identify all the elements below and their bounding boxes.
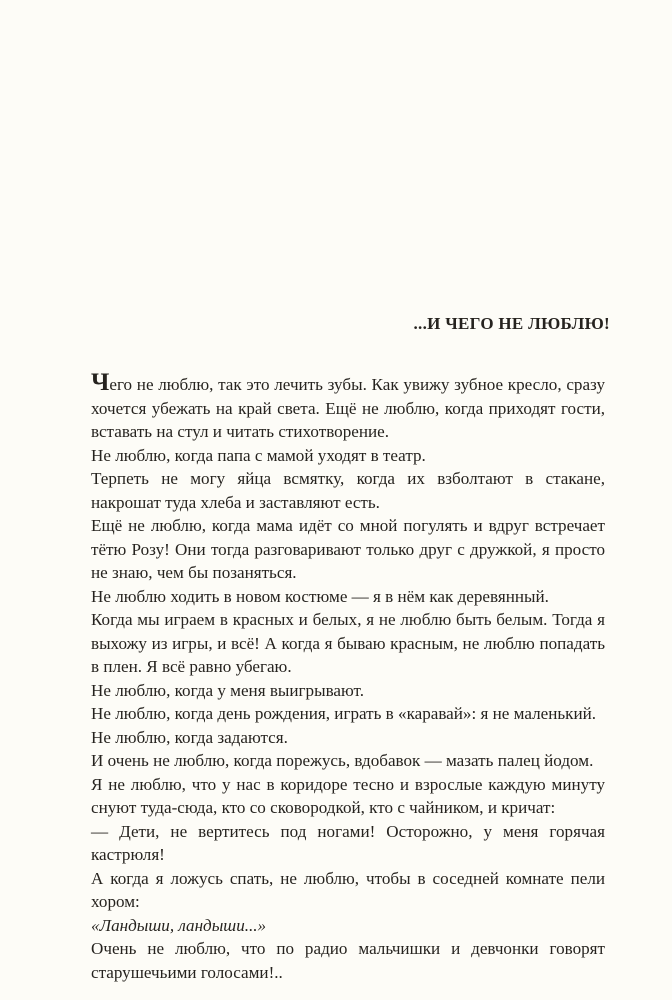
paragraph: Не люблю, когда задаются. (91, 727, 288, 747)
drop-cap: Ч (91, 369, 110, 396)
paragraph: Ещё не люблю, когда мама идёт со мной погулять и вдруг встречает тётю Розу! Они тогда разговаривают только друг с дружкой, я просто не знаю, чем бы позаняться. (91, 516, 605, 582)
paragraph: Не люблю ходить в новом костюме — я в нём как деревянный. (91, 586, 549, 606)
paragraph-text: его не люблю, так это лечить зубы. Как увижу зубное кресло, сразу хочется убежать на край света. Ещё не люблю, когда приходят гости, вставать на стул и читать стихотворение. (91, 375, 605, 441)
song-quote: «Ландыши, ландыши...» (91, 915, 267, 935)
chapter-text (91, 369, 605, 984)
paragraph: Не люблю, когда день рождения, играть в «каравай»: я не маленький. (91, 704, 597, 723)
paragraph: Когда мы играем в красных и белых, я не люблю быть белым. Тогда я выхожу из игры, и всё! А когда я бываю красным, не люблю попадать в плен. Я всё равно убегаю. (91, 610, 605, 676)
paragraph (91, 369, 605, 444)
chapter-title: ...И ЧЕГО НЕ ЛЮБЛЮ! (413, 314, 610, 333)
paragraph: Я не люблю, что у нас в коридоре тесно и взрослые каждую минуту снуют туда-сюда, кто со сковородкой, кто с чайником, и кричат: (91, 774, 605, 817)
paragraph: А когда я ложусь спать, не люблю, чтобы в соседней комнате пели хором: (91, 868, 605, 911)
paragraph: — Дети, не вертитесь под ногами! Осторожно, у меня горячая кастрюля! (91, 821, 605, 864)
paragraph: Терпеть не могу яйца всмятку, когда их взболтают в стакане, накрошат туда хлеба и заставляют есть. (91, 469, 605, 512)
paragraph: Не люблю, когда папа с мамой уходят в театр. (91, 445, 426, 465)
paragraph: И очень не люблю, когда порежусь, вдобавок — мазать палец йодом. (91, 751, 594, 770)
paragraph: Очень не люблю, что по радио мальчишки и девчонки говорят старушечьими голосами!.. (91, 939, 605, 982)
paragraph: Не люблю, когда у меня выигрывают. (91, 680, 365, 700)
